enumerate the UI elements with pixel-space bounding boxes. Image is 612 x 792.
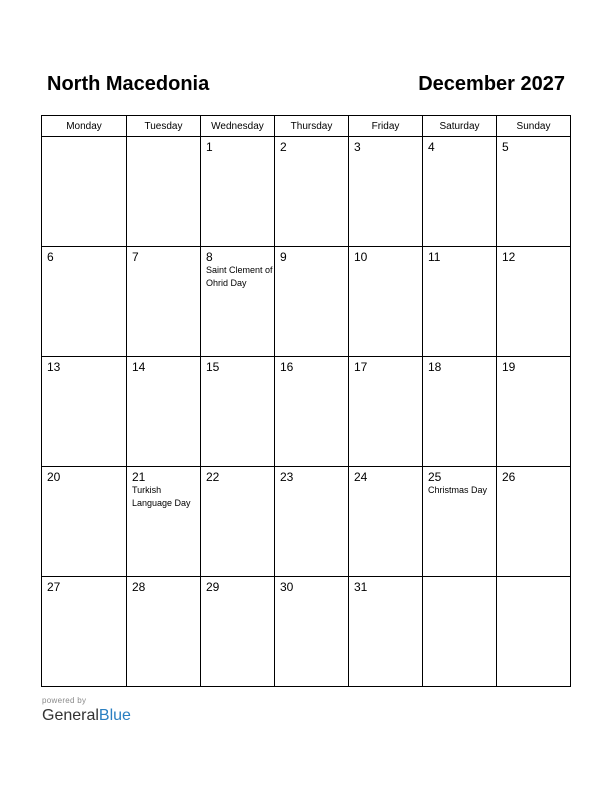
- day-number: 25: [428, 470, 442, 484]
- day-number: [127, 137, 200, 141]
- day-number: 19: [502, 360, 516, 374]
- day-cell: [201, 467, 275, 577]
- day-cell: [349, 247, 423, 357]
- day-cell: [42, 577, 127, 687]
- day-number: 8: [206, 250, 213, 264]
- brand-blue-text: Blue: [98, 707, 131, 724]
- day-cell: [201, 357, 275, 467]
- day-cell: [127, 577, 201, 687]
- day-number: 27: [47, 580, 61, 594]
- day-cell: [201, 577, 275, 687]
- day-cell: [275, 247, 349, 357]
- day-cell: [42, 247, 127, 357]
- day-cell: [275, 577, 349, 687]
- day-cell: [201, 137, 275, 247]
- day-cell: [423, 577, 497, 687]
- day-number: 5: [502, 140, 509, 154]
- footer-branding: [42, 696, 131, 726]
- day-number: 18: [428, 360, 442, 374]
- day-number: 14: [132, 360, 146, 374]
- calendar-grid: [41, 115, 571, 687]
- day-cell: [497, 247, 571, 357]
- day-number: 13: [47, 360, 61, 374]
- day-number: [423, 577, 496, 581]
- brand-general-text: General: [42, 707, 99, 724]
- page-title-month: December 2027: [418, 73, 565, 95]
- day-cell: [423, 247, 497, 357]
- day-cell: [349, 467, 423, 577]
- day-number: 20: [47, 470, 61, 484]
- day-cell: [423, 357, 497, 467]
- holiday-label: Christmas Day: [428, 485, 488, 495]
- day-number: 28: [132, 580, 146, 594]
- day-cell: [127, 247, 201, 357]
- day-cell: [423, 137, 497, 247]
- day-number: 31: [354, 580, 368, 594]
- day-cell: [497, 577, 571, 687]
- page-title-country: North Macedonia: [47, 73, 210, 95]
- day-number: 10: [354, 250, 368, 264]
- weekday-header-row: [42, 116, 571, 137]
- day-cell: [42, 137, 127, 247]
- day-cell: [423, 467, 497, 577]
- week-row: [42, 577, 571, 687]
- day-number: [42, 137, 126, 141]
- day-cell: [497, 137, 571, 247]
- day-number: 15: [206, 360, 220, 374]
- day-number: 7: [132, 250, 139, 264]
- weekday-header: Thursday: [275, 116, 349, 137]
- weekday-header: Monday: [42, 116, 127, 137]
- holiday-label: Turkish Language Day: [132, 485, 191, 508]
- week-row: [42, 137, 571, 247]
- day-number: 3: [354, 140, 361, 154]
- day-number: 22: [206, 470, 220, 484]
- day-number: 2: [280, 140, 287, 154]
- day-number: 21: [132, 470, 146, 484]
- day-number: [497, 577, 570, 581]
- week-row: [42, 357, 571, 467]
- day-number: 9: [280, 250, 287, 264]
- day-cell: [497, 467, 571, 577]
- day-number: 1: [206, 140, 213, 154]
- day-cell: [201, 247, 275, 357]
- day-number: 17: [354, 360, 368, 374]
- day-number: 11: [428, 250, 441, 264]
- day-number: 26: [502, 470, 516, 484]
- holiday-label: Saint Clement of Ohrid Day: [206, 265, 273, 288]
- day-cell: [42, 467, 127, 577]
- day-cell: [275, 467, 349, 577]
- day-cell: [349, 137, 423, 247]
- weekday-header: Sunday: [497, 116, 571, 137]
- week-row: [42, 247, 571, 357]
- day-cell: [497, 357, 571, 467]
- day-number: 24: [354, 470, 368, 484]
- weekday-header: Tuesday: [127, 116, 201, 137]
- day-number: 29: [206, 580, 220, 594]
- day-cell: [127, 357, 201, 467]
- day-cell: [275, 357, 349, 467]
- day-cell: [349, 357, 423, 467]
- day-number: 30: [280, 580, 294, 594]
- day-cell: [42, 357, 127, 467]
- day-cell: [349, 577, 423, 687]
- weekday-header: Friday: [349, 116, 423, 137]
- day-cell: [275, 137, 349, 247]
- weekday-header: Wednesday: [201, 116, 275, 137]
- generalblue-logo[interactable]: [42, 706, 131, 726]
- day-number: 4: [428, 140, 435, 154]
- day-cell: [127, 467, 201, 577]
- weekday-header: Saturday: [423, 116, 497, 137]
- day-number: 23: [280, 470, 294, 484]
- day-number: 6: [47, 250, 54, 264]
- week-row: [42, 467, 571, 577]
- day-number: 16: [280, 360, 294, 374]
- powered-by-text: powered by: [42, 696, 87, 705]
- day-cell: [127, 137, 201, 247]
- day-number: 12: [502, 250, 516, 264]
